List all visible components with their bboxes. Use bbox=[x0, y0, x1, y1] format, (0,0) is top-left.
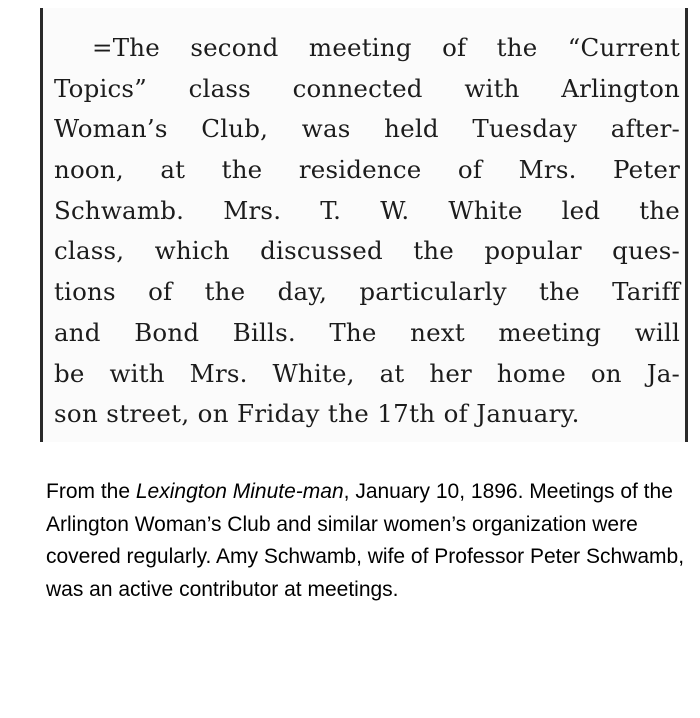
column-rule-left bbox=[40, 8, 43, 442]
column-rule-right bbox=[685, 8, 688, 442]
caption-prefix: From the bbox=[46, 480, 136, 503]
image-caption bbox=[46, 476, 686, 606]
clipping-line: tions of the day, particularly the Tariff bbox=[54, 277, 680, 307]
clipping-line: noon, at the residence of Mrs. Peter bbox=[54, 155, 680, 185]
clipping-line: Schwamb. Mrs. T. W. White led the bbox=[54, 195, 680, 225]
newspaper-clipping bbox=[40, 8, 688, 442]
clipping-line: son street, on Friday the 17th of January. bbox=[54, 399, 580, 429]
clipping-article-text bbox=[54, 28, 680, 435]
clipping-line: and Bond Bills. The next meeting will bbox=[54, 317, 680, 347]
clipping-line: class, which discussed the popular ques- bbox=[54, 236, 680, 266]
clipping-line: be with Mrs. White, at her home on Ja- bbox=[54, 358, 680, 388]
caption-publication-title: Lexington Minute-man bbox=[135, 480, 344, 503]
clipping-line: Woman’s Club, was held Tuesday after- bbox=[54, 114, 680, 144]
clipping-line: Topics” class connected with Arlington bbox=[54, 73, 680, 103]
clipping-line: =The second meeting of the “Current bbox=[92, 33, 680, 62]
caption-body: , January 10, 1896. Meetings of the Arlington Woman’s Club and similar women’s organization were covered regularly. Amy Schwamb, wife of Professor Peter Schwamb, was an active contributor at meetings. bbox=[46, 480, 685, 601]
